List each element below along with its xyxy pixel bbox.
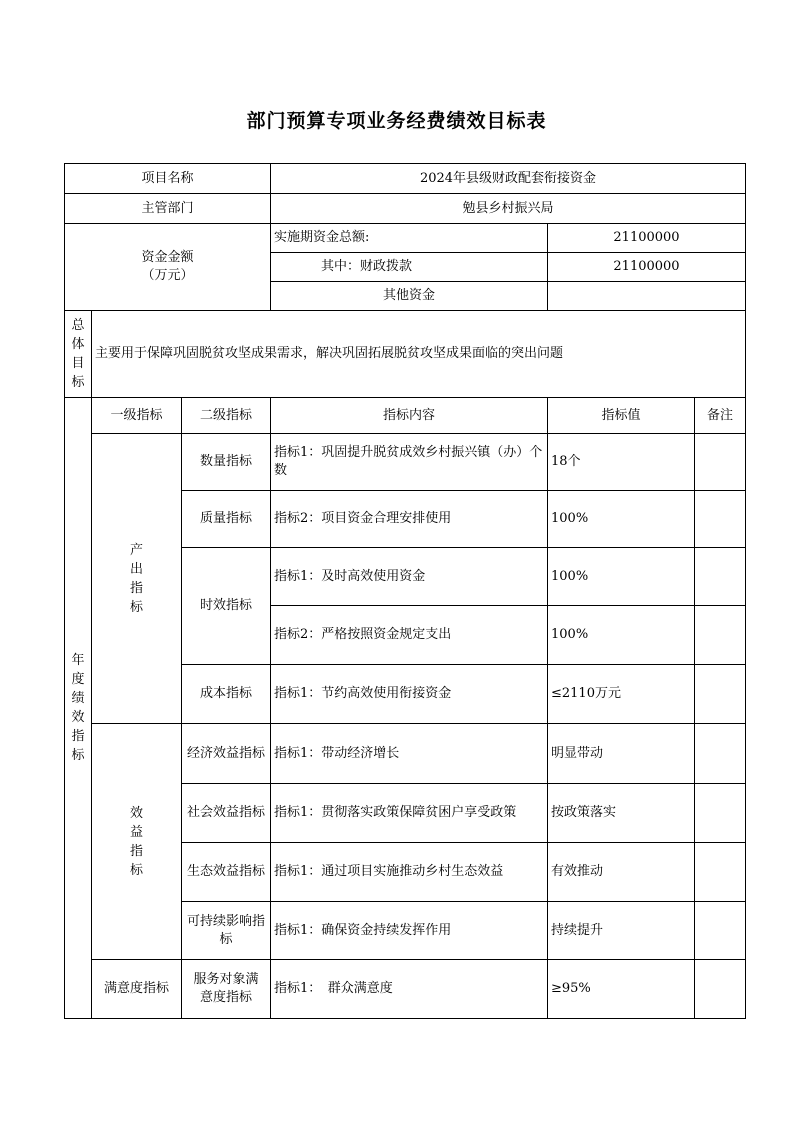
annual-label-char: 指: [71, 729, 85, 744]
benefit-label-char: 效: [129, 805, 143, 821]
note-cell: [695, 548, 746, 606]
funds-other-value: [548, 282, 746, 311]
overall-goal-text: 主要用于保障巩固脱贫攻坚成果需求，解决巩固拓展脱贫攻坚成果面临的突出问题: [92, 311, 746, 398]
value-cell: 100%: [548, 606, 695, 665]
department-label: 主管部门: [65, 194, 271, 224]
overall-goal-row: [65, 311, 746, 398]
note-cell: [695, 491, 746, 548]
content-cell: 指标2：项目资金合理安排使用: [271, 491, 548, 548]
annual-label-char: 度: [71, 672, 85, 687]
funds-label-cell: [65, 224, 271, 311]
benefit-label-char: 益: [129, 824, 143, 840]
content-cell: 指标1：通过项目实施推动乡村生态效益: [271, 843, 548, 902]
funds-fiscal-label: 其中：财政拨款: [271, 253, 548, 282]
header-value: 指标值: [548, 398, 695, 434]
overall-goal-label-char: 目: [71, 356, 85, 371]
level2-cell: 时效指标: [182, 548, 271, 665]
value-cell: 明显带动: [548, 724, 695, 784]
funds-label: 资金金额: [141, 250, 194, 265]
content-cell: 指标1：贯彻落实政策保障贫困户享受政策: [271, 784, 548, 843]
project-name-row: [65, 164, 746, 194]
satisfaction-indicator-label: 满意度指标: [92, 960, 182, 1019]
value-cell: 100%: [548, 491, 695, 548]
output-label-char: 指: [129, 580, 143, 596]
value-cell: 按政策落实: [548, 784, 695, 843]
output-label-char: 产: [129, 542, 143, 558]
content-cell: 指标1：巩固提升脱贫成效乡村振兴镇（办）个数: [271, 434, 548, 491]
header-level1: 一级指标: [92, 398, 182, 434]
content-cell: 指标2：严格按照资金规定支出: [271, 606, 548, 665]
output-label-char: 标: [129, 599, 143, 615]
note-cell: [695, 902, 746, 960]
funds-other-label: 其他资金: [271, 282, 548, 311]
overall-goal-label-char: 标: [71, 375, 85, 390]
department-row: [65, 194, 746, 224]
project-name-value: 2024年县级财政配套衔接资金: [271, 164, 746, 194]
level2-cell: 数量指标: [182, 434, 271, 491]
note-cell: [695, 843, 746, 902]
annual-label: [65, 398, 92, 1019]
value-cell: 100%: [548, 548, 695, 606]
benefit-label-char: 标: [129, 862, 143, 878]
annual-label-char: 年: [71, 653, 85, 668]
note-cell: [695, 665, 746, 724]
annual-label-char: 效: [71, 710, 85, 725]
level2-cell: 成本指标: [182, 665, 271, 724]
content-cell: 指标1：确保资金持续发挥作用: [271, 902, 548, 960]
funds-unit: （万元）: [141, 268, 194, 283]
content-cell: 指标1： 群众满意度: [271, 960, 548, 1019]
header-content: 指标内容: [271, 398, 548, 434]
level2-cell: 社会效益指标: [182, 784, 271, 843]
output-label-char: 出: [129, 561, 143, 577]
table-row: [65, 960, 746, 1019]
level2-cell: 生态效益指标: [182, 843, 271, 902]
benefit-label-char: 指: [129, 843, 143, 859]
level2-cell: 服务对象满意度指标: [182, 960, 271, 1019]
department-value: 勉县乡村振兴局: [271, 194, 746, 224]
value-cell: ≥95%: [548, 960, 695, 1019]
funds-fiscal-value: 21100000: [548, 253, 746, 282]
output-indicator-label: [92, 434, 182, 724]
overall-goal-label: [65, 311, 92, 398]
value-cell: 有效推动: [548, 843, 695, 902]
level2-cell: 经济效益指标: [182, 724, 271, 784]
funds-total-label: 实施期资金总额:: [271, 224, 548, 253]
level2-cell: 可持续影响指标: [182, 902, 271, 960]
value-cell: 持续提升: [548, 902, 695, 960]
note-cell: [695, 724, 746, 784]
performance-table: [64, 163, 746, 1019]
note-cell: [695, 606, 746, 665]
content-cell: 指标1：及时高效使用资金: [271, 548, 548, 606]
overall-goal-label-char: 体: [71, 337, 85, 352]
note-cell: [695, 784, 746, 843]
note-cell: [695, 960, 746, 1019]
benefit-indicator-label: [92, 724, 182, 960]
content-cell: 指标1：带动经济增长: [271, 724, 548, 784]
note-cell: [695, 434, 746, 491]
page-title: 部门预算专项业务经费绩效目标表: [246, 110, 547, 132]
funds-total-value: 21100000: [548, 224, 746, 253]
table-row: [65, 434, 746, 491]
header-level2: 二级指标: [182, 398, 271, 434]
level2-cell: 质量指标: [182, 491, 271, 548]
header-note: 备注: [695, 398, 746, 434]
funds-total-row: [65, 224, 746, 253]
annual-header-row: [65, 398, 746, 434]
annual-label-char: 标: [71, 748, 85, 763]
value-cell: 18个: [548, 434, 695, 491]
content-cell: 指标1：节约高效使用衔接资金: [271, 665, 548, 724]
value-cell: ≤2110万元: [548, 665, 695, 724]
annual-label-char: 绩: [71, 691, 85, 706]
project-name-label: 项目名称: [65, 164, 271, 194]
table-row: [65, 724, 746, 784]
overall-goal-label-char: 总: [71, 318, 85, 333]
